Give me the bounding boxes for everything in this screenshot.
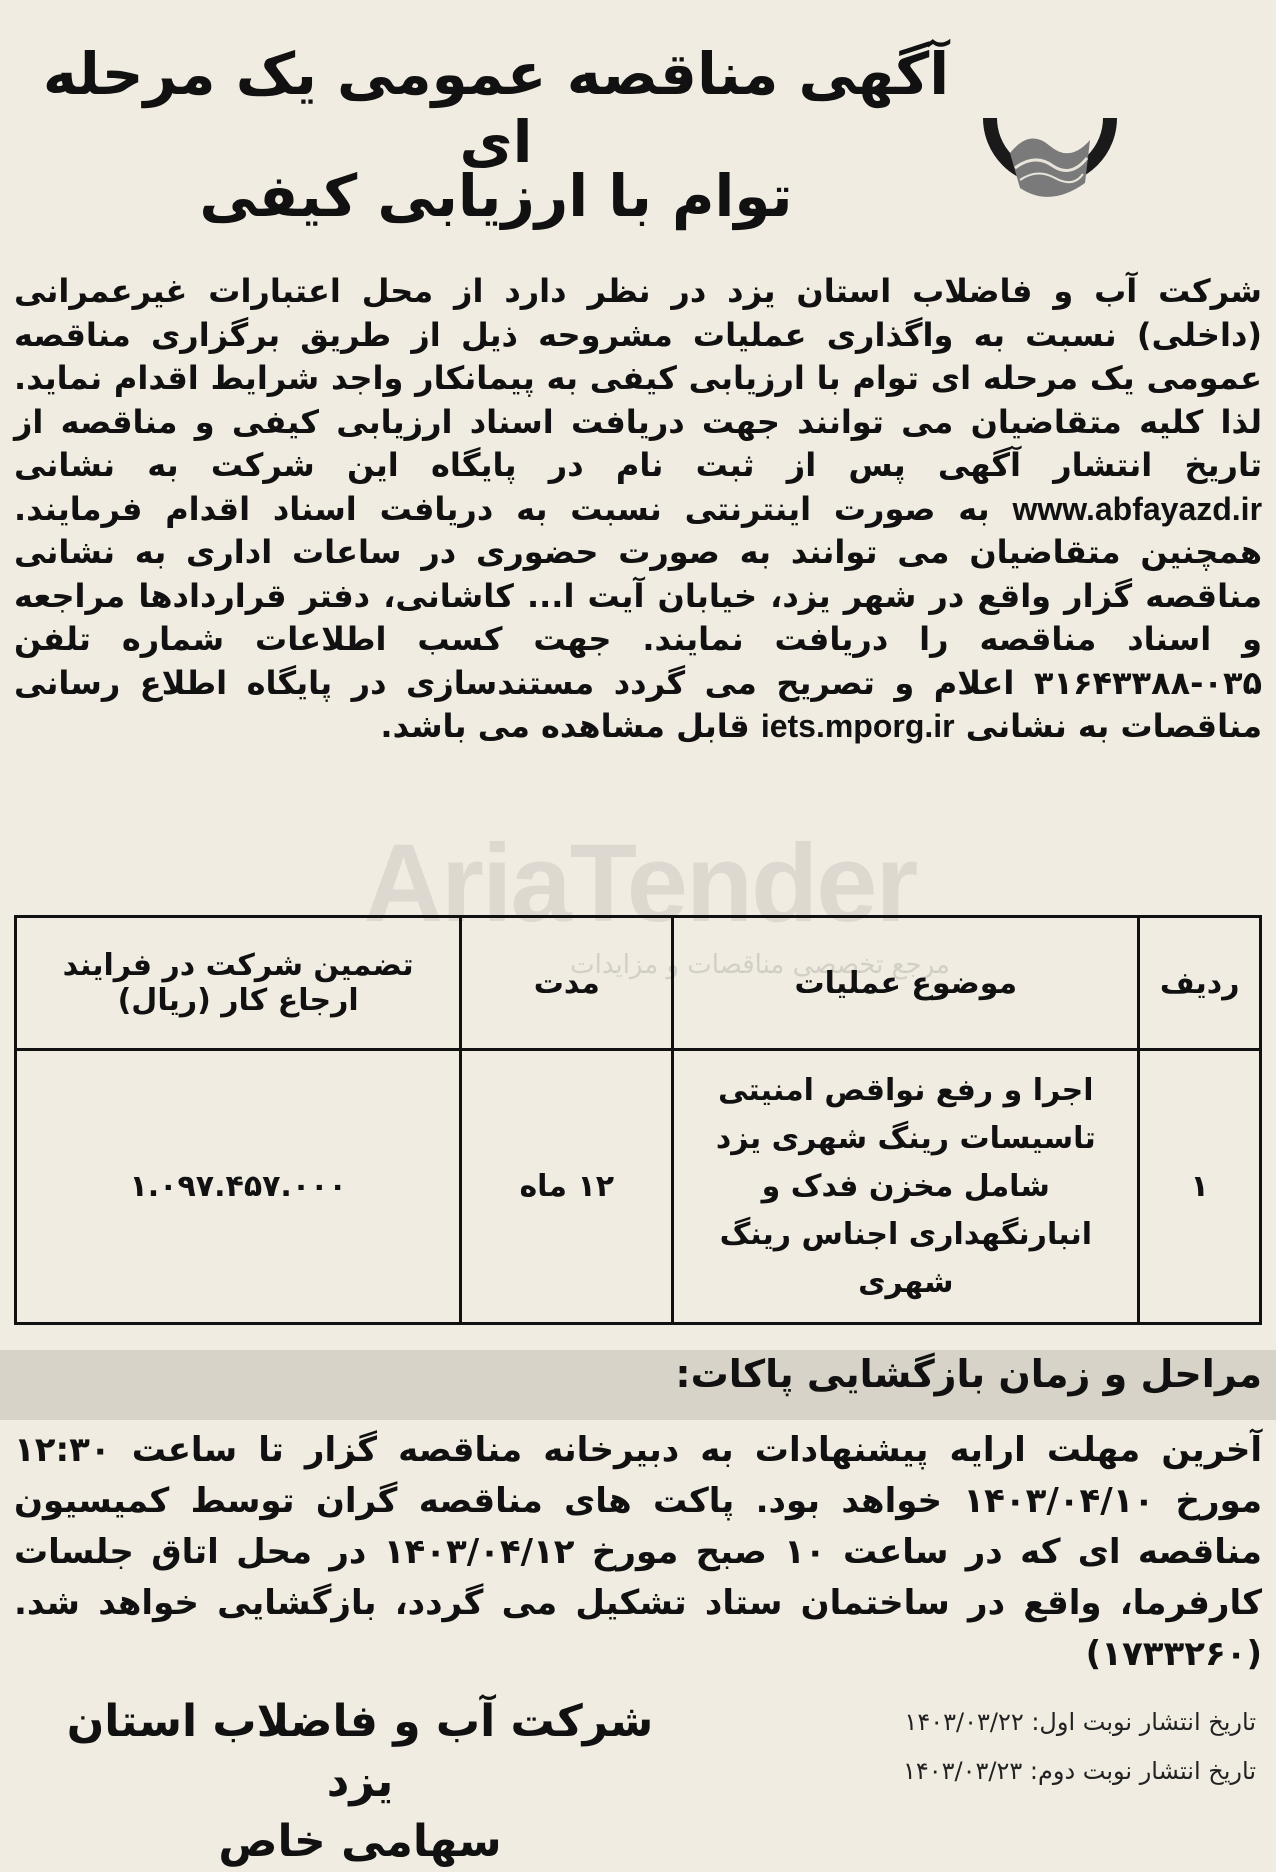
body-part2: به صورت اینترنتی نسبت به دریافت اسناد اقدام فرمایند. همچنین متقاضیان می توانند به صورت حضوری در ساعات اداری به نشانی مناقصه گزار واقع در شهر یزد، خیابان آیت ا... کاشانی، دفتر قراردادها مراجعه و اسناد مناقصه را دریافت نمایند. جهت کسب اطلاعات شماره تلفن ۰۳۵-۳۱۶۴۳۳۸۸ اعلام و تصریح می گردد مستندسازی در پایگاه اطلاع رسانی مناقصات به نشانی [14,489,1262,745]
notice-title-line1: آگهی مناقصه عمومی یک مرحله ای [42,40,950,176]
iets-website-link[interactable]: iets.mporg.ir [760,708,955,744]
table-header-row [16,917,1261,1050]
cell-subject: اجرا و رفع نواقص امنیتی تاسیسات رینگ شهری یزد شامل مخزن فدک و انبارنگهداری اجناس رینگ شهری [673,1050,1139,1324]
header-guarantee: تضمین شرکت در فرایند ارجاع کار (ریال) [16,917,461,1050]
company-signature [30,1692,690,1872]
publish-date-first: تاریخ انتشار نوبت اول: ۱۴۰۳/۰۳/۲۲ [904,1708,1256,1736]
header-subject: موضوع عملیات [673,917,1139,1050]
body-part3: قابل مشاهده می باشد. [380,707,750,745]
operations-table [14,915,1262,1325]
company-website-link[interactable]: www.abfayazd.ir [1012,490,1263,527]
company-logo [975,58,1125,228]
watermark-brand: AriaTender [363,822,917,945]
body-part1: شرکت آب و فاضلاب استان یزد در نظر دارد از محل اعتبارات غیرعمرانی (داخلی) نسبت به واگذاری عملیات مشروحه ذیل از طریق برگزاری مناقصه عمومی یک مرحله ای توام با ارزیابی کیفی به پیمانکار واجد شرایط اقدام نماید. لذا کلیه متقاضیان می توانند جهت دریافت اسناد ارزیابی کیفی و مناقصه از تاریخ انتشار آگهی پس از ثبت نام در پایگاه این شرکت به نشانی [14,272,1262,484]
publish-date-second: تاریخ انتشار نوبت دوم: ۱۴۰۳/۰۳/۲۳ [902,1757,1256,1785]
cell-duration: ۱۲ ماه [461,1050,673,1324]
header-row-number: ردیف [1139,917,1261,1050]
stages-text: آخرین مهلت ارایه پیشنهادات به دبیرخانه مناقصه گزار تا ساعت ۱۲:۳۰ مورخ ۱۴۰۳/۰۴/۱۰ خواهد بود. پاکت های مناقصه گران توسط کمیسیون مناقصه ای که در ساعت ۱۰ صبح مورخ ۱۴۰۳/۰۴/۱۲ در محل اتاق جلسات کارفرما، واقع در ساختمان ستاد تشکیل می گردد، بازگشایی خواهد شد. (۱۷۳۳۲۶۰) [14,1430,1262,1674]
stages-title: مراحل و زمان بازگشایی پاکات: [675,1352,1262,1396]
company-name: شرکت آب و فاضلاب استان یزد [66,1696,654,1807]
company-type: سهامی خاص [218,1816,502,1867]
cell-row-number: ۱ [1139,1050,1261,1324]
watermark-subtitle: مرجع تخصصی مناقصات و مزایدات [570,950,950,980]
table-row [16,1050,1261,1324]
notice-body [14,270,1262,749]
notice-title-line2: توام با ارزیابی کیفی [199,162,793,230]
water-drop-logo-icon [975,58,1125,228]
header-duration: مدت [461,917,673,1050]
cell-guarantee: ۱.۰۹۷.۴۵۷.۰۰۰ [16,1050,461,1324]
